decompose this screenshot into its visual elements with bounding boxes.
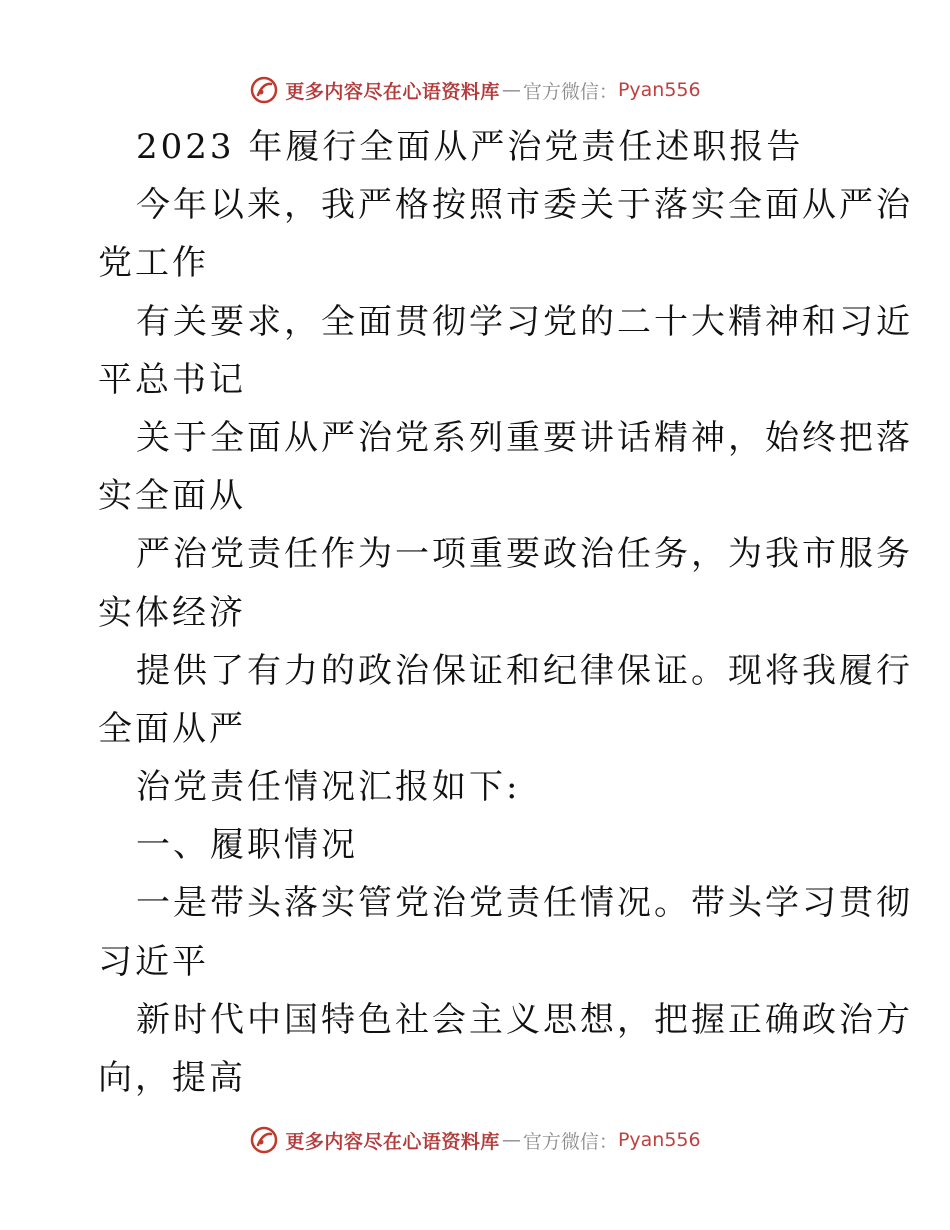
watermark-id: Pyan556 (617, 79, 701, 101)
text-line: 严治党责任作为一项重要政治任务，为我市服务 (136, 534, 913, 575)
brush-logo-icon (249, 1125, 279, 1155)
text-line: 治党责任情况汇报如下: (136, 767, 521, 808)
text-line: 新时代中国特色社会主义思想，把握正确政治方 (136, 999, 913, 1040)
text-line: 一、履职情况 (136, 825, 358, 866)
text-line: 提供了有力的政治保证和纪律保证。现将我履行 (136, 650, 913, 691)
brush-logo-icon (249, 75, 279, 105)
watermark-id: Pyan556 (617, 1129, 701, 1151)
text-line: 习近平 (98, 941, 209, 982)
watermark-text: 更多内容尽在心语资料库 (285, 1130, 500, 1153)
text-line: 今年以来，我严格按照市委关于落实全面从严治 (136, 185, 913, 226)
watermark-text: 更多内容尽在心语资料库 (285, 80, 500, 103)
text-line: 党工作 (98, 243, 209, 284)
document-body (98, 118, 913, 1107)
text-line: 实全面从 (98, 476, 246, 517)
text-line: 一是带头落实管党治党责任情况。带头学习贯彻 (136, 883, 913, 924)
watermark-official: 官方微信： (522, 1130, 618, 1153)
text-line: 实体经济 (98, 592, 246, 633)
header-watermark (0, 70, 950, 110)
text-line: 平总书记 (98, 359, 246, 400)
watermark-dash: — (501, 1129, 521, 1151)
text-line: 有关要求，全面贯彻学习党的二十大精神和习近 (136, 301, 913, 342)
document-title: 2023 年履行全面从严治党责任述职报告 (136, 127, 804, 167)
footer-watermark (0, 1120, 950, 1160)
watermark-official: 官方微信： (522, 80, 618, 103)
text-line: 全面从严 (98, 708, 246, 749)
watermark-dash: — (501, 79, 521, 101)
text-line: 关于全面从严治党系列重要讲话精神，始终把落 (136, 417, 913, 458)
text-line: 向，提高 (98, 1058, 246, 1098)
